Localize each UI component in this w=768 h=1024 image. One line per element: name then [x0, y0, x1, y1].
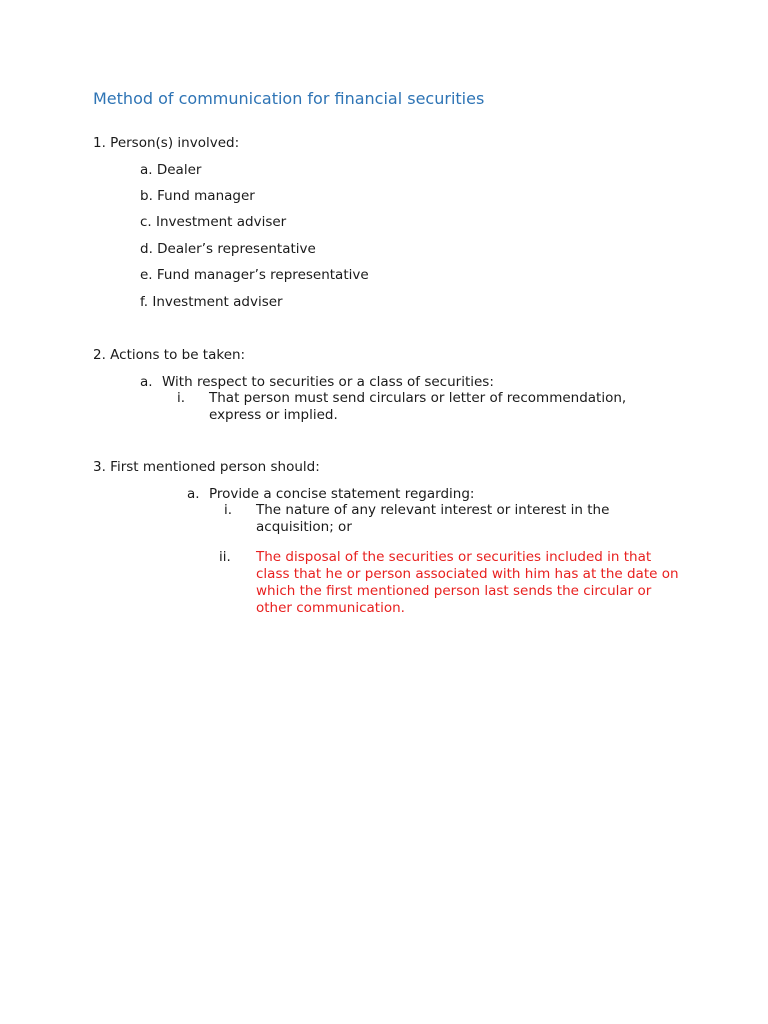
list-marker: a. [140, 374, 153, 390]
list-item: With respect to securities or a class of securities: [162, 374, 494, 390]
document-title: Method of communication for financial securities [93, 89, 485, 108]
list-marker: a. [187, 486, 200, 502]
highlighted-list-item: The disposal of the securities or securities included in that class that he or person associated with him has at the date on which the first mentioned person last sends the circular or other communication. [256, 549, 679, 616]
list-item: a. Dealer [140, 162, 202, 178]
section-2-heading: 2. Actions to be taken: [93, 347, 246, 363]
section-3-heading: 3. First mentioned person should: [93, 459, 320, 475]
list-item: e. Fund manager’s representative [140, 267, 369, 283]
list-item: d. Dealer’s representative [140, 241, 316, 257]
section-1-heading: 1. Person(s) involved: [93, 135, 240, 151]
list-marker: i. [224, 502, 233, 518]
list-item: f. Investment adviser [140, 294, 283, 310]
list-item: That person must send circulars or letter of recommendation, express or implied. [209, 390, 627, 423]
list-item: b. Fund manager [140, 188, 255, 204]
list-marker: ii. [219, 549, 231, 565]
list-marker: i. [177, 390, 186, 406]
list-item: The nature of any relevant interest or interest in the acquisition; or [256, 502, 610, 535]
list-item: Provide a concise statement regarding: [209, 486, 475, 502]
list-item: c. Investment adviser [140, 214, 287, 230]
